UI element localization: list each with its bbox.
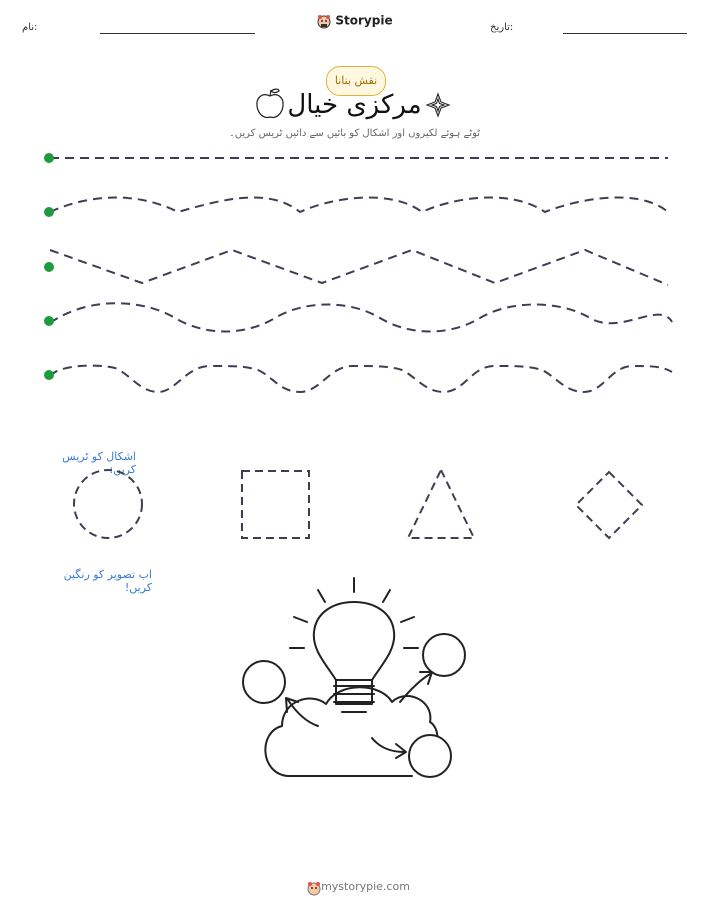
apple-icon <box>257 89 283 117</box>
trace-line-wave-1[interactable] <box>50 198 668 212</box>
start-dot <box>44 370 54 380</box>
footer-website[interactable]: mystorypie.com <box>321 880 410 893</box>
start-dot <box>44 153 54 163</box>
sparkle-icon <box>427 94 449 116</box>
footer <box>0 880 709 893</box>
arrow-bottom <box>372 738 404 752</box>
trace-shape-triangle[interactable] <box>408 470 474 538</box>
brand-name: Storypie <box>335 13 393 28</box>
start-dot <box>44 207 54 217</box>
trace-line-wave-2[interactable] <box>50 303 672 331</box>
start-dot <box>44 316 54 326</box>
instruction-text: ٹوٹے ہوئے لکیروں اور اشکال کو بائیں سے دائیں ٹریس کریں۔ <box>228 128 481 139</box>
date-label: تاریخ: <box>490 22 514 33</box>
activity-badge: نقش بنانا <box>326 66 386 96</box>
idea-circle-left <box>243 661 285 703</box>
shapes-heading: اشکال کو ٹریس کریں: <box>62 450 136 476</box>
page-title: مرکزی خیال <box>287 90 422 120</box>
coloring-picture[interactable] <box>243 578 465 777</box>
trace-line-bumps[interactable] <box>50 366 672 392</box>
trace-shape-square[interactable] <box>242 471 309 538</box>
trace-line-zigzag[interactable] <box>50 250 668 285</box>
trace-shape-circle[interactable] <box>74 470 142 538</box>
start-dot <box>44 262 54 272</box>
coloring-heading: اب تصویر کو رنگین کریں! <box>63 568 152 594</box>
name-label: نام: <box>22 22 38 33</box>
idea-circle-bottom <box>409 735 451 777</box>
trace-shape-diamond[interactable] <box>576 472 642 538</box>
idea-circle-right <box>423 634 465 676</box>
lightbulb-icon <box>314 602 394 680</box>
